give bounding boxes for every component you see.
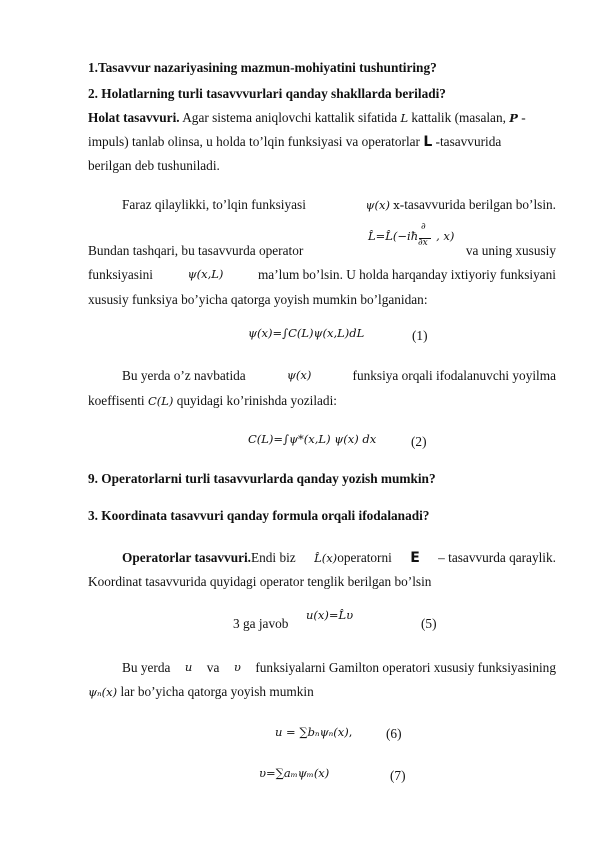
holat-line-3: berilgan deb tushuniladi.: [88, 158, 220, 173]
buyerda2-text-b: funksiyalarni Gamilton operatori xususiy funksiyasining: [255, 660, 556, 675]
xususiy-line: xususiy funksiya bo’yicha qatorga yoyish mumkin bo’lganidan:: [88, 292, 428, 307]
holat-line-1: [88, 110, 556, 126]
buyerda2-text-a: Bu yerda: [122, 660, 171, 675]
oper-text-a: Endi biz: [251, 550, 296, 565]
bundan-text-a: Bundan tashqari, bu tasavvurda operator: [88, 243, 304, 258]
oper-heading: Operatorlar tasavvuri.: [122, 550, 252, 565]
question-1: 1.Tasavvur nazariyasining mazmun-mohiyatini tushuntiring?: [88, 60, 437, 75]
question-3: 3. Koordinata tasavvuri qanday formula orqali ifodalanadi?: [88, 508, 430, 523]
op-end: , x): [436, 229, 455, 243]
holat-text-1b: kattalik (masalan,: [408, 110, 510, 125]
koef-line: [88, 393, 556, 409]
equation-6: [275, 725, 352, 739]
equation-6-comma: ,: [348, 725, 353, 739]
equation-2-number: (2): [411, 434, 427, 449]
oper-line: [122, 550, 556, 566]
C-of-L: C(L): [147, 394, 174, 408]
question-2: 2. Holatlarning turli tasavvvurlari qanday shakllarda beriladi?: [88, 86, 446, 101]
koef-text-a: koeffisenti: [88, 393, 145, 408]
holat-heading: Holat tasavvuri.: [88, 110, 180, 125]
funks-text-b: ma’lum bo’lsin. U holda harqanday ixtiyoriy funksiyani: [257, 267, 556, 282]
psi-n-x: ψₙ(x): [88, 685, 118, 699]
symbol-P: P: [509, 111, 518, 125]
operator-formula: [368, 229, 454, 243]
buyerda-text-b: funksiya orqali ifodalanuvchi yoyilma: [352, 368, 556, 383]
L-hat-x: L̂(x): [314, 551, 338, 565]
equation-7-number: (7): [390, 768, 406, 783]
psin-text-b: lar bo’yicha qatorga yoyish mumkin: [117, 684, 314, 699]
faraz-text-a: Faraz qilaylikki, to’lqin funksiyasi: [122, 197, 306, 212]
symbol-u: u: [184, 660, 193, 674]
psi-x: ψ(x): [365, 198, 390, 212]
symbol-x: x: [393, 198, 400, 212]
psi-x-2: ψ(x): [286, 368, 312, 382]
buyerda2-va: va: [206, 660, 220, 675]
faraz-line: [122, 197, 556, 213]
holat-text-1c: -: [517, 110, 526, 125]
symbol-L: L: [400, 111, 409, 125]
funks-line: [88, 267, 556, 283]
equation-5: u(x)=L̂υ: [306, 608, 354, 622]
bundan-text-b: va uning xususiy: [465, 243, 556, 258]
holat-text-2b: -tasavvurida: [432, 134, 502, 149]
funks-text-a: funksiyasini: [88, 267, 154, 282]
buyerda-text-a: Bu yerda o’z navbatida: [122, 368, 246, 383]
op-partial-bottom: ∂x: [418, 238, 428, 248]
eq5-prefix: 3 ga javob: [233, 616, 289, 631]
oper-text-b: operatorni: [337, 550, 392, 565]
koord-line: Koordinat tasavvurida quyidagi operator tenglik berilgan bo’lsin: [88, 574, 432, 589]
buyerda-line: [122, 368, 556, 384]
question-9: 9. Operatorlarni turli tasavvurlarda qanday yozish mumkin?: [88, 471, 436, 486]
op-partial-top: ∂: [421, 222, 426, 232]
psin-line: [88, 684, 556, 700]
holat-line-2: [88, 134, 556, 150]
oper-text-c: – tasavvurda qaraylik.: [438, 550, 556, 565]
symbol-E-bold: E: [410, 550, 420, 566]
equation-5-number: (5): [421, 616, 437, 631]
op-main: L̂=L̂(−iħ: [368, 229, 419, 243]
holat-text-1a: Agar sistema aniqlovchi kattalik sifatida: [179, 110, 401, 125]
faraz-text-b: -tasavvurida berilgan bo’lsin.: [399, 197, 556, 212]
equation-6-number: (6): [386, 726, 402, 741]
equation-7: υ=∑aₘψₘ(x): [259, 766, 330, 780]
equation-1-number: (1): [412, 328, 428, 343]
holat-text-2a: impuls) tanlab olinsa, u holda to’lqin funksiyasi va operatorlar: [88, 134, 424, 149]
bundan-line: [88, 243, 556, 259]
buyerda2-line: [122, 660, 556, 676]
psi-x-L: ψ(x,L): [187, 267, 224, 281]
equation-2: C(L)=∫ψ*(x,L) ψ(x) dx: [248, 432, 377, 446]
equation-6-expr: u = ∑bₙψₙ(x): [275, 725, 349, 739]
symbol-L-bold: L: [423, 134, 433, 150]
koef-text-b: quyidagi ko’rinishda yoziladi:: [173, 393, 337, 408]
symbol-v: υ: [233, 660, 241, 674]
equation-1: ψ(x)=∫C(L)ψ(x,L)dL: [248, 326, 365, 340]
